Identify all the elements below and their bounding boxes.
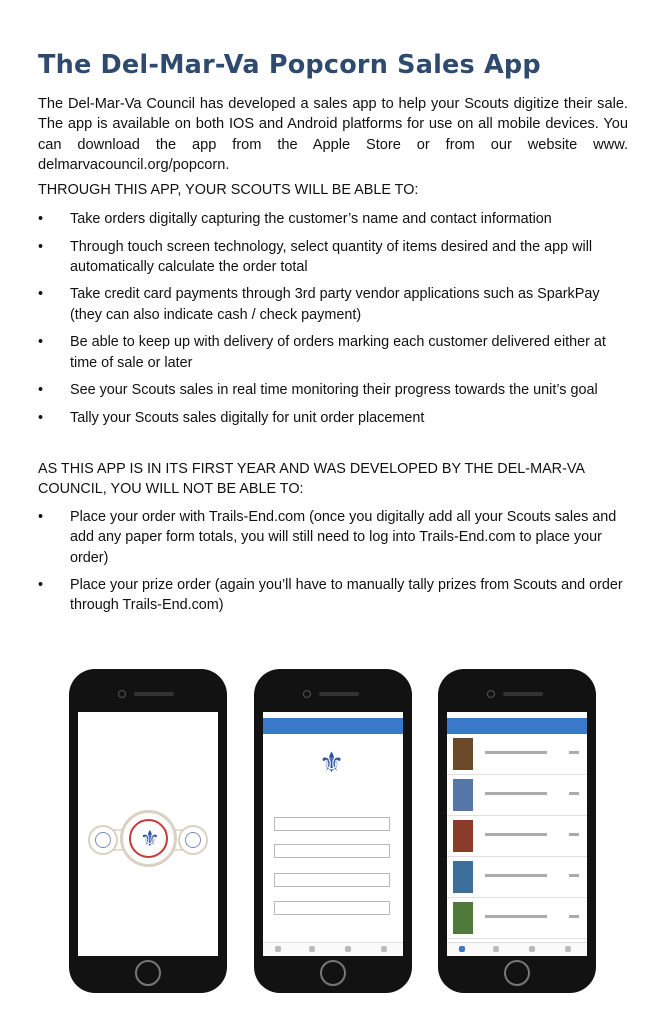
list-item: • Tally your Scouts sales digitally for unit order placement	[38, 409, 425, 426]
speaker-slot	[319, 692, 359, 696]
fleur-de-lis-icon: ⚜	[140, 826, 160, 851]
product-row	[447, 857, 587, 898]
home-button-icon	[320, 960, 346, 986]
camera-icon	[303, 690, 311, 698]
camera-icon	[487, 690, 495, 698]
form-field	[274, 901, 390, 915]
product-row	[447, 898, 587, 939]
tab-bar	[447, 942, 587, 956]
list-item: • Through touch screen technology, select quantity of items desired and the app will automatically calculate the order total	[38, 238, 593, 275]
list-item: • Be able to keep up with delivery of orders marking each customer delivered either at time of sale or later	[38, 334, 606, 371]
not-able-list	[38, 507, 628, 623]
list-item: • Take credit card payments through 3rd party vendor applications such as SparkPay (they can also indicate cash / check payment)	[38, 286, 600, 323]
app-navbar	[447, 718, 587, 734]
able-heading: THROUGH THIS APP, YOUR SCOUTS WILL BE ABLE TO:	[38, 182, 419, 198]
speaker-slot	[503, 692, 543, 696]
phone-mockup-products	[438, 669, 596, 993]
phone-mockup-splash	[69, 669, 227, 993]
form-field	[274, 873, 390, 887]
phone-screen	[78, 712, 218, 956]
status-bar	[78, 712, 218, 718]
app-navbar	[263, 718, 403, 734]
home-button-icon	[135, 960, 161, 986]
product-row	[447, 816, 587, 857]
product-row	[447, 734, 587, 775]
home-button-icon	[504, 960, 530, 986]
able-list	[38, 209, 628, 435]
list-item: • See your Scouts sales in real time monitoring their progress towards the unit’s goal	[38, 382, 598, 399]
page-title: The Del-Mar-Va Popcorn Sales App	[38, 50, 541, 80]
intro-paragraph: The Del-Mar-Va Council has developed a sales app to help your Scouts digitize their sale. The app is available on both IOS and Android platforms for use on all mobile devices. You can download the app from the Apple Store or from our website www. delmarvacouncil.org/popcorn.	[38, 96, 628, 173]
camera-icon	[118, 690, 126, 698]
phone-screen	[263, 712, 403, 956]
form-field	[274, 844, 390, 858]
phone-screen	[447, 712, 587, 956]
product-row	[447, 775, 587, 816]
fleur-de-lis-icon: ⚜	[319, 747, 345, 778]
list-item: • Place your prize order (again you’ll have to manually tally prizes from Scouts and order through Trails-End.com)	[38, 577, 623, 614]
phone-mockup-form	[254, 669, 412, 993]
council-logo	[120, 810, 177, 867]
list-item: • Take orders digitally capturing the customer’s name and contact information	[38, 211, 552, 227]
badge-left-icon	[88, 825, 118, 855]
form-field	[274, 817, 390, 831]
list-item: • Place your order with Trails-End.com (once you digitally add all your Scouts sales and add any paper form totals, you will still need to log into Trails-End.com to place your order)	[38, 509, 617, 566]
speaker-slot	[134, 692, 174, 696]
not-able-heading: AS THIS APP IS IN ITS FIRST YEAR AND WAS DEVELOPED BY THE DEL-MAR-VA COUNCIL, YOU WILL NOT BE ABLE TO:	[38, 461, 585, 498]
tab-bar	[263, 942, 403, 956]
badge-right-icon	[178, 825, 208, 855]
